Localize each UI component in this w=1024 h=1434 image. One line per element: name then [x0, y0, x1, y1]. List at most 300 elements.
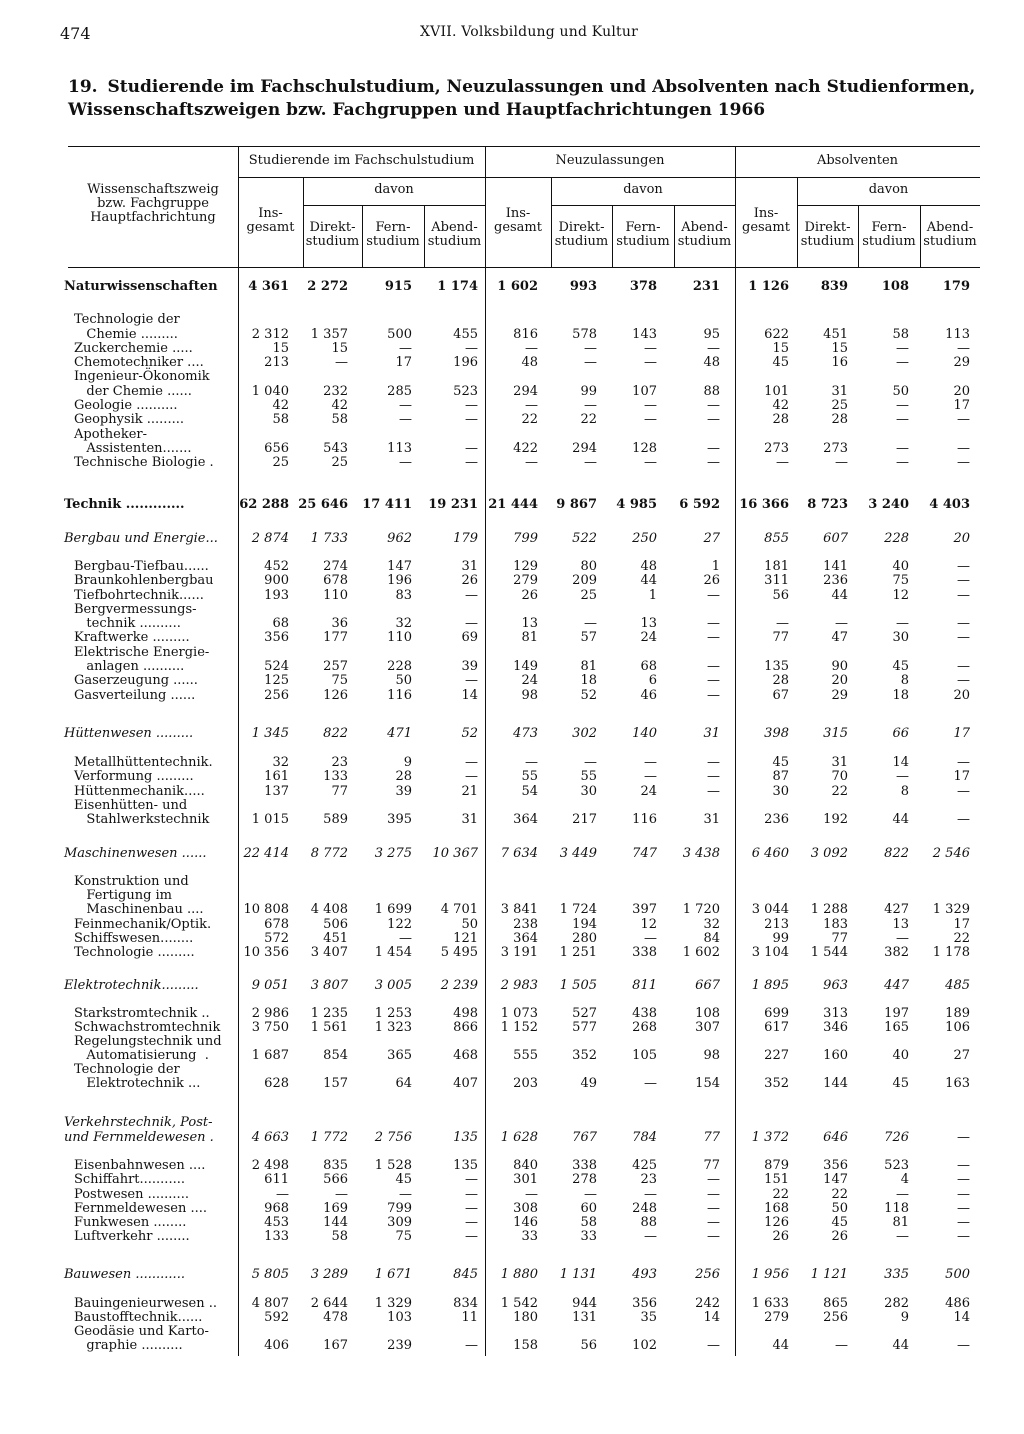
subcol-line: Abend-: [926, 220, 974, 235]
table-cell: —: [707, 769, 720, 784]
group-header-absolventen: Absolventen: [816, 153, 899, 168]
table-cell: 58: [331, 412, 348, 427]
table-cell: 335: [884, 1267, 909, 1282]
abendstudium-header: [674, 221, 735, 249]
table-cell: 589: [323, 812, 348, 827]
table-cell: 42: [272, 398, 289, 413]
subcol-line: Fern-: [375, 220, 411, 235]
table-cell: 15: [272, 341, 289, 356]
table-cell: —: [707, 688, 720, 703]
row-label: Schiffahrt...........: [74, 1172, 185, 1187]
table-cell: 50: [395, 673, 412, 688]
table-cell: 29: [831, 688, 848, 703]
table-cell: 607: [823, 531, 848, 546]
table-cell: 1 329: [374, 1296, 412, 1311]
table-cell: 17: [395, 355, 412, 370]
table-cell: 3 275: [374, 846, 412, 861]
row-label: Regelungstechnik und: [74, 1034, 222, 1049]
table-cell: 397: [632, 902, 657, 917]
table-cell: 678: [323, 573, 348, 588]
table-cell: —: [707, 659, 720, 674]
row-label: Bauwesen ............: [64, 1267, 185, 1282]
direktstudium-header: [797, 221, 858, 249]
table-cell: 3 438: [682, 846, 720, 861]
table-cell: 42: [772, 398, 789, 413]
table-cell: 126: [764, 1215, 789, 1230]
row-label: Gaserzeugung ......: [74, 673, 198, 688]
table-cell: 110: [387, 630, 412, 645]
row-label: Bergbau-Tiefbau......: [74, 559, 209, 574]
table-cell: 6 460: [751, 846, 789, 861]
table-cell: —: [644, 355, 657, 370]
table-cell: 407: [453, 1076, 478, 1091]
table-cell: 33: [580, 1229, 597, 1244]
table-cell: 406: [264, 1338, 289, 1353]
table-cell: 3 092: [810, 846, 848, 861]
table-cell: —: [896, 616, 909, 631]
subcol-line: studium: [800, 234, 855, 249]
table-cell: 30: [580, 784, 597, 799]
direktstudium-header: [551, 221, 612, 249]
table-cell: 18: [580, 673, 597, 688]
table-cell: 1 602: [682, 945, 720, 960]
table-cell: 181: [764, 559, 789, 574]
table-cell: —: [896, 398, 909, 413]
table-cell: 1 633: [751, 1296, 789, 1311]
table-cell: 522: [572, 531, 597, 546]
table-cell: 1 733: [310, 531, 348, 546]
table-cell: —: [896, 412, 909, 427]
table-cell: 451: [823, 327, 848, 342]
table-cell: 39: [461, 659, 478, 674]
row-label: Naturwissenschaften: [64, 279, 218, 294]
table-cell: 22: [953, 931, 970, 946]
table-cell: 140: [632, 726, 657, 741]
table-cell: —: [465, 441, 478, 456]
table-cell: 129: [513, 559, 538, 574]
table-cell: 55: [580, 769, 597, 784]
table-cell: —: [525, 455, 538, 470]
table-cell: 238: [513, 917, 538, 932]
table-cell: 60: [580, 1201, 597, 1216]
table-cell: —: [707, 441, 720, 456]
table-cell: 2 874: [251, 531, 289, 546]
insgesamt-line: gesamt: [246, 220, 295, 235]
table-cell: 26: [831, 1229, 848, 1244]
table-cell: 77: [772, 630, 789, 645]
table-cell: 915: [384, 279, 412, 294]
table-row: [0, 812, 1024, 827]
table-cell: —: [957, 441, 970, 456]
table-cell: 455: [453, 327, 478, 342]
header-rule: [238, 177, 980, 178]
table-cell: 338: [632, 945, 657, 960]
table-header: [68, 146, 980, 268]
table-cell: —: [957, 455, 970, 470]
table-cell: —: [707, 755, 720, 770]
table-cell: 110: [323, 588, 348, 603]
table-cell: 56: [580, 1338, 597, 1353]
table-cell: 169: [323, 1201, 348, 1216]
table-cell: 23: [331, 755, 348, 770]
table-cell: 278: [572, 1172, 597, 1187]
row-label: Baustofftechnik......: [74, 1310, 203, 1325]
table-cell: 1 772: [310, 1130, 348, 1145]
table-cell: 273: [823, 441, 848, 456]
table-cell: 98: [521, 688, 538, 703]
table-row: [0, 355, 1024, 370]
header-rule: [797, 205, 980, 206]
table-cell: 239: [387, 1338, 412, 1353]
row-label: Postwesen ..........: [74, 1187, 189, 1202]
table-cell: —: [465, 1338, 478, 1353]
table-cell: 77: [831, 931, 848, 946]
table-cell: —: [835, 616, 848, 631]
table-cell: —: [644, 455, 657, 470]
table-cell: 3 104: [751, 945, 789, 960]
table-cell: 855: [764, 531, 789, 546]
table-row: [0, 588, 1024, 603]
table-cell: 168: [764, 1201, 789, 1216]
table-cell: —: [335, 355, 348, 370]
table-cell: 523: [453, 384, 478, 399]
table-cell: 257: [323, 659, 348, 674]
table-cell: 108: [695, 1006, 720, 1021]
table-cell: 116: [387, 688, 412, 703]
subcol-line: studium: [554, 234, 609, 249]
table-cell: 45: [892, 659, 909, 674]
table-cell: 1 015: [251, 812, 289, 827]
row-label: Assistenten.......: [74, 441, 192, 456]
table-cell: 15: [772, 341, 789, 356]
table-cell: 57: [580, 630, 597, 645]
row-label: Stahlwerkstechnik: [74, 812, 210, 827]
table-cell: 9: [403, 755, 412, 770]
table-cell: 64: [395, 1076, 412, 1091]
row-label: Metallhüttentechnik.: [74, 755, 213, 770]
table-title-text: Studierende im Fachschulstudium, Neuzulassungen und Absolventen nach Studienformen, Wissenschaftszweigen bzw. Fachgruppen und Hauptfachrichtungen 1966: [68, 77, 976, 120]
table-cell: 1 126: [748, 279, 789, 294]
subcol-line: studium: [616, 234, 670, 249]
table-row: [0, 784, 1024, 799]
table-cell: 1 323: [374, 1020, 412, 1035]
table-cell: 12: [640, 917, 657, 932]
table-cell: 193: [264, 588, 289, 603]
table-cell: 1 178: [932, 945, 970, 960]
table-cell: 1 720: [682, 902, 720, 917]
table-cell: 9 867: [556, 497, 597, 512]
davon-label: davon: [868, 182, 909, 197]
table-cell: 527: [572, 1006, 597, 1021]
table-cell: —: [584, 755, 597, 770]
table-cell: 452: [264, 559, 289, 574]
subcol-line: studium: [923, 234, 977, 249]
table-cell: 900: [264, 573, 289, 588]
table-row: [0, 978, 1024, 993]
table-cell: 20: [953, 531, 970, 546]
table-cell: 799: [513, 531, 538, 546]
table-cell: —: [835, 455, 848, 470]
table-row: [0, 1215, 1024, 1230]
table-row: [0, 341, 1024, 356]
table-row: [0, 412, 1024, 427]
table-cell: 9 051: [251, 978, 289, 993]
table-cell: —: [896, 355, 909, 370]
row-label: Konstruktion und: [74, 874, 189, 889]
table-cell: 22: [831, 1187, 848, 1202]
fernstudium-header: [858, 221, 920, 249]
table-cell: 667: [695, 978, 720, 993]
table-cell: 131: [572, 1310, 597, 1325]
table-cell: —: [644, 398, 657, 413]
davon-label: davon: [374, 182, 414, 197]
table-cell: 227: [764, 1048, 789, 1063]
table-cell: 364: [513, 812, 538, 827]
table-cell: 879: [764, 1158, 789, 1173]
table-cell: 617: [764, 1020, 789, 1035]
running-head: XVII. Volksbildung und Kultur: [420, 24, 638, 40]
table-cell: 1 131: [559, 1267, 597, 1282]
table-cell: 31: [831, 755, 848, 770]
table-cell: 566: [323, 1172, 348, 1187]
table-cell: 26: [772, 1229, 789, 1244]
table-cell: 1 040: [251, 384, 289, 399]
table-cell: 279: [764, 1310, 789, 1325]
table-cell: 256: [823, 1310, 848, 1325]
table-cell: 137: [264, 784, 289, 799]
table-cell: 356: [823, 1158, 848, 1173]
table-cell: 1 528: [374, 1158, 412, 1173]
table-cell: 1 699: [374, 902, 412, 917]
table-cell: —: [465, 755, 478, 770]
table-cell: 213: [264, 355, 289, 370]
table-cell: 2 239: [440, 978, 478, 993]
table-cell: 48: [640, 559, 657, 574]
row-label: Verformung .........: [74, 769, 194, 784]
table-cell: 311: [764, 573, 789, 588]
table-cell: 80: [580, 559, 597, 574]
table-row: [0, 427, 1024, 442]
table-row: [0, 1006, 1024, 1021]
table-cell: 45: [772, 355, 789, 370]
table-cell: 44: [640, 573, 657, 588]
table-cell: 108: [881, 279, 909, 294]
insgesamt-header: [238, 207, 303, 235]
table-cell: —: [584, 341, 597, 356]
table-cell: 285: [387, 384, 412, 399]
table-cell: —: [644, 755, 657, 770]
table-cell: —: [707, 1229, 720, 1244]
header-rule: [303, 205, 485, 206]
table-cell: 28: [831, 412, 848, 427]
table-cell: 12: [892, 588, 909, 603]
table-cell: 52: [461, 726, 478, 741]
table-cell: 35: [640, 1310, 657, 1325]
table-cell: 23: [640, 1172, 657, 1187]
table-cell: —: [399, 1187, 412, 1202]
table-cell: 14: [703, 1310, 720, 1325]
table-cell: —: [957, 412, 970, 427]
insgesamt-line: gesamt: [494, 220, 542, 235]
table-cell: —: [644, 341, 657, 356]
table-cell: 75: [892, 573, 909, 588]
table-cell: 1 357: [310, 327, 348, 342]
table-cell: 30: [892, 630, 909, 645]
row-label: Elektrische Energie-: [74, 645, 210, 660]
table-cell: —: [399, 931, 412, 946]
table-cell: 699: [764, 1006, 789, 1021]
table-cell: 1 687: [251, 1048, 289, 1063]
table-cell: 99: [580, 384, 597, 399]
table-cell: 15: [831, 341, 848, 356]
row-label: Bergvermessungs-: [74, 602, 197, 617]
table-cell: 1 628: [500, 1130, 538, 1145]
row-label: Luftverkehr ........: [74, 1229, 190, 1244]
table-cell: 24: [640, 630, 657, 645]
table-cell: 294: [572, 441, 597, 456]
table-cell: 968: [264, 1201, 289, 1216]
table-row: [0, 755, 1024, 770]
subcol-line: Fern-: [625, 220, 661, 235]
table-row: [0, 1201, 1024, 1216]
davon-label: davon: [623, 182, 663, 197]
table-cell: 3 044: [751, 902, 789, 917]
table-cell: —: [957, 812, 970, 827]
insgesamt-line: gesamt: [742, 220, 790, 235]
table-cell: —: [896, 455, 909, 470]
table-cell: 163: [945, 1076, 970, 1091]
table-row: [0, 531, 1024, 546]
table-cell: 486: [945, 1296, 970, 1311]
row-label: und Fernmeldewesen .: [64, 1130, 214, 1145]
row-label: Hüttenmechanik.....: [74, 784, 205, 799]
table-cell: —: [644, 769, 657, 784]
insgesamt-header: [735, 207, 797, 235]
row-label: Feinmechanik/Optik.: [74, 917, 212, 932]
table-cell: 747: [632, 846, 657, 861]
table-cell: 656: [264, 441, 289, 456]
subcol-line: studium: [366, 234, 420, 249]
table-cell: 22: [521, 412, 538, 427]
table-cell: 963: [823, 978, 848, 993]
table-cell: 3 240: [868, 497, 909, 512]
group-header-neuzulassungen: Neuzulassungen: [555, 153, 665, 168]
table-row: [0, 1172, 1024, 1187]
table-cell: 45: [772, 755, 789, 770]
table-row: [0, 1229, 1024, 1244]
table-cell: 25: [331, 455, 348, 470]
table-cell: 20: [831, 673, 848, 688]
table-cell: 315: [823, 726, 848, 741]
table-cell: 22: [580, 412, 597, 427]
table-cell: 1 505: [559, 978, 597, 993]
table-cell: —: [525, 1187, 538, 1202]
table-cell: 58: [331, 1229, 348, 1244]
table-cell: 835: [323, 1158, 348, 1173]
table-cell: 294: [513, 384, 538, 399]
row-label: Chemie .........: [74, 327, 178, 342]
row-label: Braunkohlenbergbau: [74, 573, 214, 588]
table-cell: 2 272: [307, 279, 348, 294]
table-cell: 50: [831, 1201, 848, 1216]
table-cell: 944: [572, 1296, 597, 1311]
table-row: [0, 1158, 1024, 1173]
table-cell: 767: [572, 1130, 597, 1145]
table-cell: 1 724: [559, 902, 597, 917]
table-cell: —: [835, 1338, 848, 1353]
table-cell: 105: [632, 1048, 657, 1063]
table-cell: —: [584, 455, 597, 470]
table-cell: 45: [395, 1172, 412, 1187]
table-cell: 1 329: [932, 902, 970, 917]
table-cell: 555: [513, 1048, 538, 1063]
row-label: technik ..........: [74, 616, 181, 631]
table-cell: 128: [632, 441, 657, 456]
table-cell: —: [399, 341, 412, 356]
table-cell: 113: [945, 327, 970, 342]
table-cell: —: [335, 1187, 348, 1202]
table-cell: 1 454: [374, 945, 412, 960]
table-cell: 4 701: [440, 902, 478, 917]
table-cell: 81: [892, 1215, 909, 1230]
table-cell: 146: [513, 1215, 538, 1230]
table-row: [0, 1062, 1024, 1077]
table-cell: 20: [953, 688, 970, 703]
table-row: [0, 688, 1024, 703]
table-cell: —: [707, 1338, 720, 1353]
table-cell: 1 253: [374, 1006, 412, 1021]
table-cell: 250: [632, 531, 657, 546]
table-cell: —: [399, 455, 412, 470]
fernstudium-header: [612, 221, 674, 249]
table-cell: —: [707, 1201, 720, 1216]
table-cell: —: [525, 398, 538, 413]
table-cell: 26: [521, 588, 538, 603]
table-cell: 81: [521, 630, 538, 645]
stub-header: [68, 183, 238, 225]
stub-line: Wissenschaftszweig: [87, 182, 219, 197]
table-cell: 3 750: [251, 1020, 289, 1035]
table-cell: 22: [772, 1187, 789, 1202]
table-cell: —: [465, 1172, 478, 1187]
table-cell: 1 544: [810, 945, 848, 960]
table-cell: 99: [772, 931, 789, 946]
table-cell: 15: [331, 341, 348, 356]
table-cell: —: [957, 630, 970, 645]
table-cell: 2 983: [500, 978, 538, 993]
table-cell: 151: [764, 1172, 789, 1187]
table-cell: 822: [323, 726, 348, 741]
table-cell: 236: [823, 573, 848, 588]
table-cell: 52: [580, 688, 597, 703]
table-cell: 422: [513, 441, 538, 456]
table-cell: 382: [884, 945, 909, 960]
table-cell: 46: [640, 688, 657, 703]
table-cell: 45: [831, 1215, 848, 1230]
table-cell: 16 366: [739, 497, 789, 512]
table-cell: 25: [272, 455, 289, 470]
table-cell: —: [465, 455, 478, 470]
row-label: Automatisierung .: [74, 1048, 209, 1063]
table-cell: 213: [764, 917, 789, 932]
table-cell: 2 312: [251, 327, 289, 342]
table-cell: —: [465, 341, 478, 356]
table-cell: 280: [572, 931, 597, 946]
table-cell: 75: [395, 1229, 412, 1244]
table-cell: 56: [772, 588, 789, 603]
table-cell: —: [957, 1187, 970, 1202]
table-cell: 55: [521, 769, 538, 784]
